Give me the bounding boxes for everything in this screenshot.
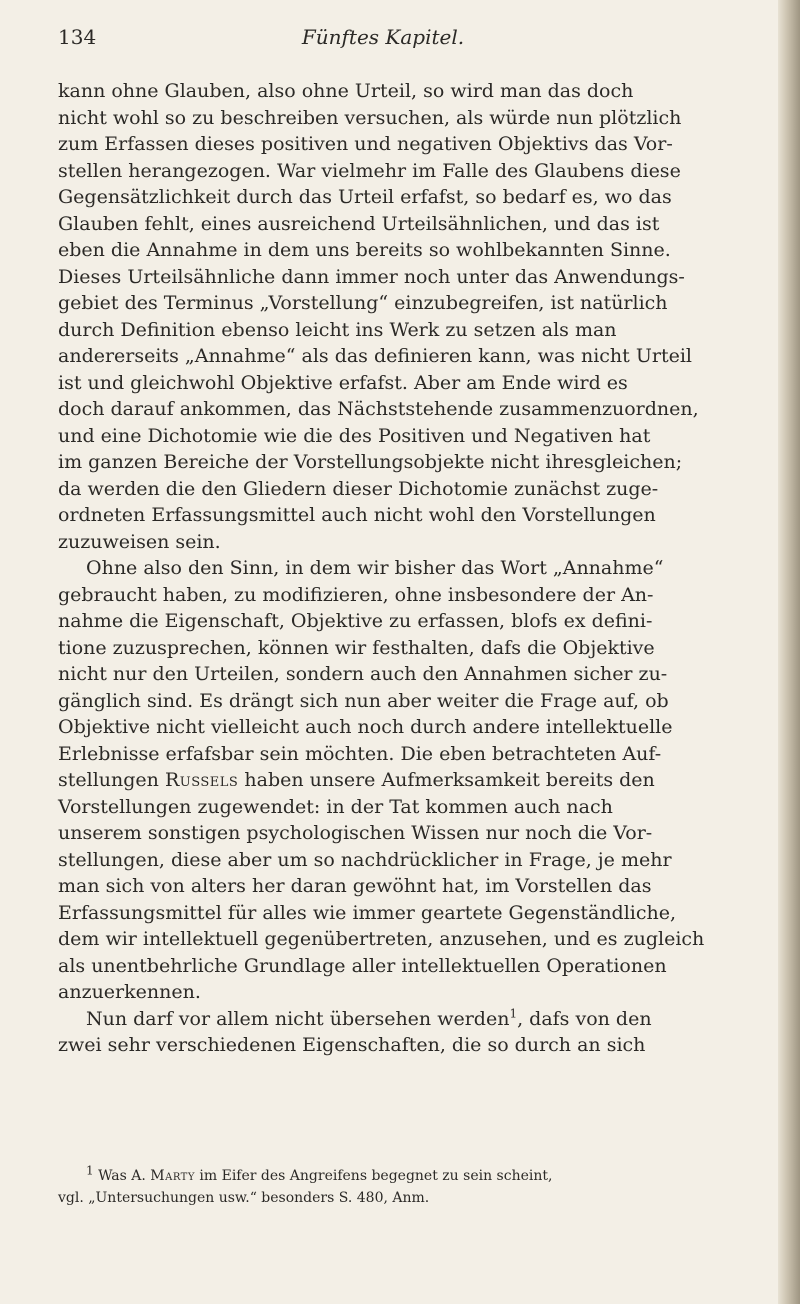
text-line: andererseits „Annahme“ als das definieren kann, was nicht Urteil <box>58 345 692 367</box>
text-line: Erlebnisse erfafsbar sein möchten. Die eben betrachteten Auf- <box>58 742 662 765</box>
text-line: unserem sonstigen psychologischen Wissen nur noch die Vor- <box>58 822 653 844</box>
text-line: nicht nur den Urteilen, sondern auch den Annahmen sicher zu- <box>58 663 668 685</box>
text-line: gänglich sind. Es drängt sich nun aber weiter die Frage auf, ob <box>58 689 669 712</box>
text-line: als unentbehrliche Grundlage aller intellektuellen Operationen <box>58 954 667 977</box>
footnote-marker: 1 <box>86 1163 94 1178</box>
author-name: Russels <box>164 769 239 791</box>
text-line: gebraucht haben, zu modifizieren, ohne insbesondere der An- <box>58 583 654 606</box>
text-line: stellungen, diese aber um so nachdrücklicher in Frage, je mehr <box>58 848 672 871</box>
text-fragment: , dafs von den <box>517 1007 652 1030</box>
text-fragment: haben unsere Aufmerksamkeit bereits den <box>244 769 655 791</box>
text-fragment: stellungen <box>58 769 159 791</box>
page-edge <box>778 0 800 1304</box>
text-line: da werden die den Gliedern dieser Dichotomie zunächst zuge- <box>58 477 659 500</box>
footnote-text: im Eifer des Angreifens begegnet zu sein scheint, <box>199 1168 553 1184</box>
text-line: im ganzen Bereiche der Vorstellungsobjekte nicht ihresgleichen; <box>58 451 683 473</box>
page-number: 134 <box>58 25 97 49</box>
text-line: nahme die Eigenschaft, Objektive zu erfassen, blofs ex defini- <box>58 610 653 632</box>
text-line: anzuerkennen. <box>58 981 201 1003</box>
text-line: doch darauf ankommen, das Nächststehende zusammenzuordnen, <box>58 398 699 420</box>
footnote-line <box>58 1165 744 1187</box>
text-line: tione zuzusprechen, können wir festhalten, dafs die Objektive <box>58 636 655 659</box>
text-line: kann ohne Glauben, also ohne Urteil, so wird man das doch <box>58 80 634 102</box>
text-line: ist und gleichwohl Objektive erfafst. Aber am Ende wird es <box>58 371 628 394</box>
text-line-with-author <box>58 767 744 794</box>
text-line: zum Erfassen dieses positiven und negativen Objektivs das Vor- <box>58 133 673 155</box>
text-line: und eine Dichotomie wie die des Positiven und Negativen hat <box>58 424 651 447</box>
text-line: gebiet des Terminus „Vorstellung“ einzubegreifen, ist natürlich <box>58 292 668 314</box>
footnote-author: Marty <box>150 1168 195 1184</box>
running-title: Fünftes Kapitel. <box>301 25 465 49</box>
text-line: ordneten Erfassungsmittel auch nicht wohl den Vorstellungen <box>58 504 656 526</box>
text-line: nicht wohl so zu beschreiben versuchen, als würde nun plötzlich <box>58 106 682 129</box>
text-fragment: Nun darf vor allem nicht übersehen werden <box>86 1007 510 1030</box>
footnote <box>58 1165 744 1209</box>
text-line: Dieses Urteilsähnliche dann immer noch unter das Anwendungs- <box>58 265 685 288</box>
text-line: Erfassungsmittel für alles wie immer geartete Gegenständliche, <box>58 901 677 924</box>
page-header <box>58 22 708 52</box>
text-line: Objektive nicht vielleicht auch noch durch andere intellektuelle <box>58 716 673 738</box>
footnote-reference[interactable]: 1 <box>509 1006 518 1021</box>
body-text <box>58 78 744 1059</box>
text-line: stellen herangezogen. War vielmehr im Falle des Glaubens diese <box>58 159 681 182</box>
text-line: Glauben fehlt, eines ausreichend Urteilsähnlichen, und das ist <box>58 212 660 235</box>
footnote-text: Was A. <box>98 1168 146 1184</box>
text-line: zwei sehr verschiedenen Eigenschaften, die so durch an sich <box>58 1034 646 1056</box>
text-line: Vorstellungen zugewendet: in der Tat kommen auch nach <box>58 795 613 818</box>
text-line: zuzuweisen sein. <box>58 530 221 553</box>
text-line: man sich von alters her daran gewöhnt hat, im Vorstellen das <box>58 875 652 897</box>
text-line: dem wir intellektuell gegenübertreten, anzusehen, und es zugleich <box>58 928 705 950</box>
text-line: durch Definition ebenso leicht ins Werk zu setzen als man <box>58 318 617 341</box>
paragraph-start-line: Ohne also den Sinn, in dem wir bisher das Wort „Annahme“ <box>86 557 664 579</box>
text-line: eben die Annahme in dem uns bereits so wohlbekannten Sinne. <box>58 239 671 261</box>
paragraph-start-line <box>58 1006 744 1033</box>
text-line: Gegensätzlichkeit durch das Urteil erfafst, so bedarf es, wo das <box>58 186 672 208</box>
footnote-line: vgl. „Untersuchungen usw.“ besonders S. 480, Anm. <box>58 1190 430 1206</box>
